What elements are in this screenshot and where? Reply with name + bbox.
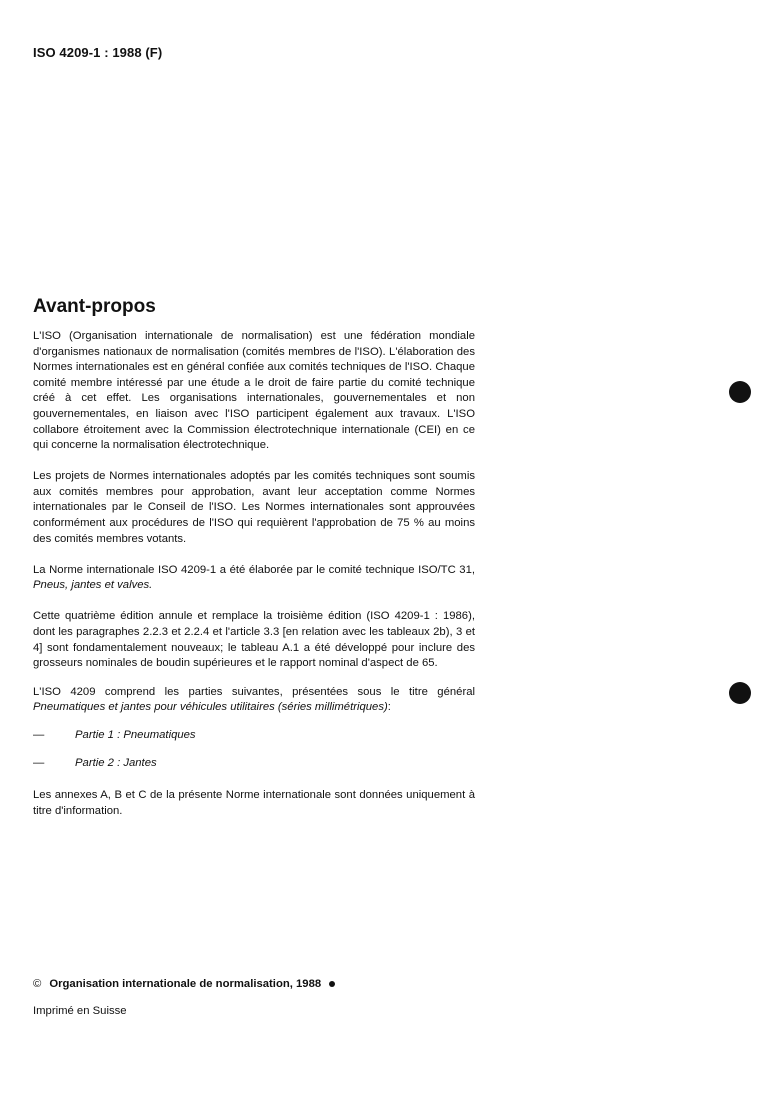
paragraph-6: Les annexes A, B et C de la présente Norme internationale sont données uniquement à titre d'information. — [33, 789, 475, 817]
paragraph-1: L'ISO (Organisation internationale de normalisation) est une fédération mondiale d'organismes nationaux de normalisation (comités membres de l'ISO). L'élaboration des Normes internationales est en général confiée aux comités techniques de l'ISO. Chaque comité membre intéressé par une étude a le droit de faire partie du comité technique créé à cet effet. Les organisations internationales, gouvernementales et non gouvernementales, en liaison avec l'ISO participent également aux travaux. L'ISO collabore étroitement avec la Commission électrotechnique internationale (CEI) en ce qui concerne la normalisation électrotechnique. — [33, 330, 475, 452]
committee-title: Pneus, jantes et valves. — [33, 579, 153, 592]
body-text — [33, 329, 475, 835]
section-title: Avant-propos — [33, 296, 156, 317]
printed-in: Imprimé en Suisse — [33, 1005, 127, 1017]
paragraph-3 — [33, 563, 475, 594]
paragraph-4: Cette quatrième édition annule et remplace la troisième édition (ISO 4209-1 : 1986), dont les paragraphes 2.2.3 et 2.2.4 et l'article 3.3 [en relation avec les tableaux 2b), 3 et 4] sont fondamentalement nouveaux; le tableau A.1 a été développé pour inclure des grosseurs nominales de boudin supérieures et le rapport nominal d'aspect de 65. — [33, 610, 475, 670]
list-item — [33, 728, 475, 744]
margin-dot-bottom — [729, 682, 751, 704]
paragraph-3-text: La Norme internationale ISO 4209-1 a été élaborée par le comité technique ISO/TC 31, — [33, 563, 475, 576]
copyright-line — [33, 978, 335, 990]
paragraph-5-end: : — [387, 701, 391, 714]
list-item-label: Partie 1 : Pneumatiques — [75, 728, 196, 741]
list-dash: — — [33, 728, 45, 741]
paragraph-5-text: L'ISO 4209 comprend les parties suivantes, présentées sous le titre général — [33, 685, 475, 698]
general-title: Pneumatiques et jantes pour véhicules utilitaires (séries millimétriques) — [33, 701, 388, 714]
bullet-dot — [329, 981, 335, 987]
copyright-symbol: © — [33, 978, 42, 990]
document-id: ISO 4209-1 : 1988 (F) — [33, 45, 163, 60]
paragraph-5 — [33, 685, 475, 716]
copyright-text: Organisation internationale de normalisation, 1988 — [49, 978, 322, 990]
list-item — [33, 756, 475, 772]
list-item-label: Partie 2 : Jantes — [75, 756, 157, 769]
list-dash: — — [33, 756, 45, 769]
paragraph-2: Les projets de Normes internationales adoptés par les comités techniques sont soumis aux comités membres pour approbation, avant leur acceptation comme Normes internationales par le Conseil de l'ISO. Les Normes internationales sont approuvées conformément aux procédures de l'ISO qui requièrent l'approbation de 75 % au moins des comités membres votants. — [33, 470, 475, 545]
margin-dot-top — [729, 381, 751, 403]
